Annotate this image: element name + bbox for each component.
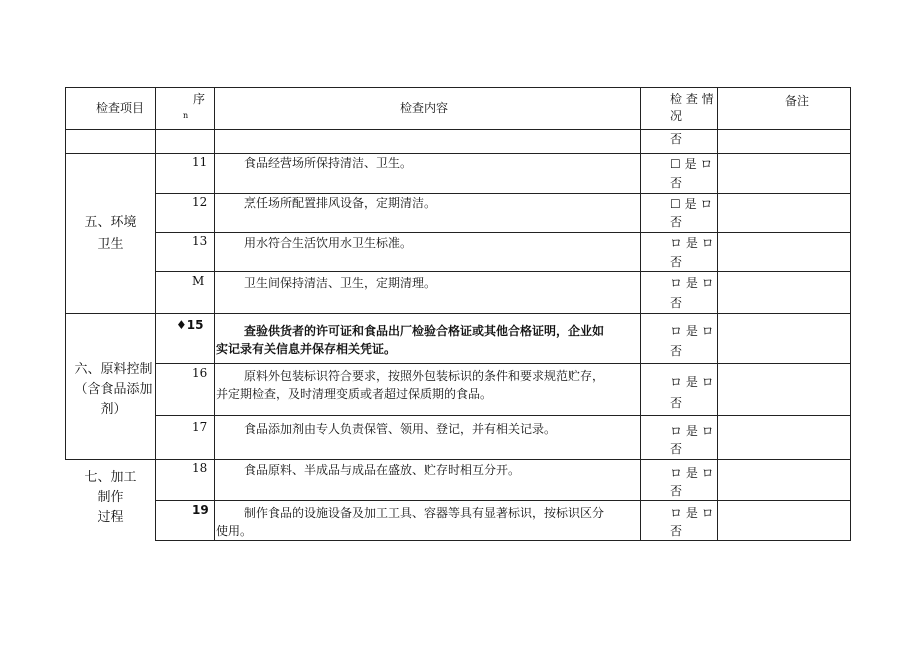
table-rule [65, 459, 851, 460]
header-status-sub: 况 [670, 109, 683, 123]
category-line: 五、环境 [84, 215, 137, 230]
row-content: 卫生间保持清洁、卫生，定期清理。 [244, 276, 437, 290]
check-yes: ☐ 是 ロ [670, 157, 713, 171]
table-rule [717, 87, 718, 540]
row-content: 原料外包装标识符合要求，按照外包装标识的条件和要求规范贮存， [244, 369, 605, 383]
check-no: 否 [670, 524, 683, 538]
row-number: 18 [192, 461, 208, 475]
category-line: 剂） [100, 402, 127, 417]
row-content: 并定期检查，及时清理变质或者超过保质期的食品。 [216, 387, 493, 401]
row-number: 16 [192, 366, 208, 380]
table-rule [155, 363, 851, 364]
header-status: 检 查 情 [670, 92, 714, 106]
check-no: 否 [670, 396, 683, 410]
row-content: 查验供货者的许可证和食品出厂检验合格证或其他合格证明，企业如 [244, 324, 605, 338]
category-label [66, 214, 155, 254]
row-content: 制作食品的设施设备及加工工具、容器等具有显著标识，按标识区分 [244, 506, 605, 520]
table-rule [155, 500, 851, 501]
row-content: 烹任场所配置排风设备，定期清洁。 [244, 196, 437, 210]
check-no: 否 [670, 255, 683, 269]
check-yes: ロ 是 ロ [670, 276, 714, 290]
header-item: 检查项目 [96, 101, 145, 115]
table-rule [155, 193, 851, 194]
row-content: 实记录有关信息并保存相关凭证。 [216, 342, 397, 356]
check-no: 否 [670, 215, 683, 229]
row-number: 12 [192, 195, 208, 209]
table-rule [155, 232, 851, 233]
category-line: 六、原料控制 [74, 362, 153, 377]
table-rule [65, 129, 851, 130]
check-no: 否 [670, 484, 683, 498]
category-label [66, 469, 155, 527]
table-rule [155, 540, 851, 541]
check-no: 否 [670, 176, 683, 190]
row-content: 食品添加剂由专人负责保管、领用、登记，并有相关记录。 [244, 422, 557, 436]
category-line: 七、加工 [84, 470, 137, 485]
header-remark: 备注 [785, 94, 810, 108]
row-content: 食品经营场所保持清洁、卫生。 [244, 156, 413, 170]
table-rule [850, 87, 851, 540]
header-seq: 序 [193, 92, 206, 106]
check-yes: ロ 是 ロ [670, 466, 714, 480]
header-content: 检查内容 [400, 101, 449, 115]
table-rule [65, 313, 851, 314]
row-content: 食品原料、半成品与成品在盛放、贮存时相互分开。 [244, 463, 521, 477]
check-yes: ロ 是 ロ [670, 324, 714, 338]
category-line: （含食品添加 [74, 382, 153, 397]
carryover-no: 否 [670, 132, 683, 146]
check-yes: ロ 是 ロ [670, 424, 714, 438]
check-yes: ロ 是 ロ [670, 236, 714, 250]
row-number: 17 [192, 420, 208, 434]
table-rule [214, 87, 215, 540]
table-rule [65, 153, 851, 154]
row-number: 19 [192, 503, 209, 517]
row-number: ♦15 [176, 318, 204, 332]
table-rule [640, 87, 641, 540]
check-yes: ☐ 是 ロ [670, 197, 713, 211]
check-yes: ロ 是 ロ [670, 506, 714, 520]
table-rule [155, 271, 851, 272]
category-line: 过程 [97, 510, 124, 525]
table-rule [155, 415, 851, 416]
category-label [66, 361, 161, 419]
check-no: 否 [670, 296, 683, 310]
row-content: 用水符合生活饮用水卫生标准。 [244, 236, 413, 250]
table-rule [65, 87, 851, 88]
table-rule [155, 87, 156, 540]
row-number: M [192, 274, 205, 288]
row-number: 13 [192, 234, 208, 248]
check-yes: ロ 是 ロ [670, 375, 714, 389]
category-line: 制作 [97, 490, 124, 505]
row-content: 使用。 [216, 524, 253, 538]
row-number: 11 [192, 155, 208, 169]
check-no: 否 [670, 344, 683, 358]
header-seq-sub: n [183, 111, 189, 120]
category-line: 卫生 [97, 237, 124, 252]
check-no: 否 [670, 442, 683, 456]
